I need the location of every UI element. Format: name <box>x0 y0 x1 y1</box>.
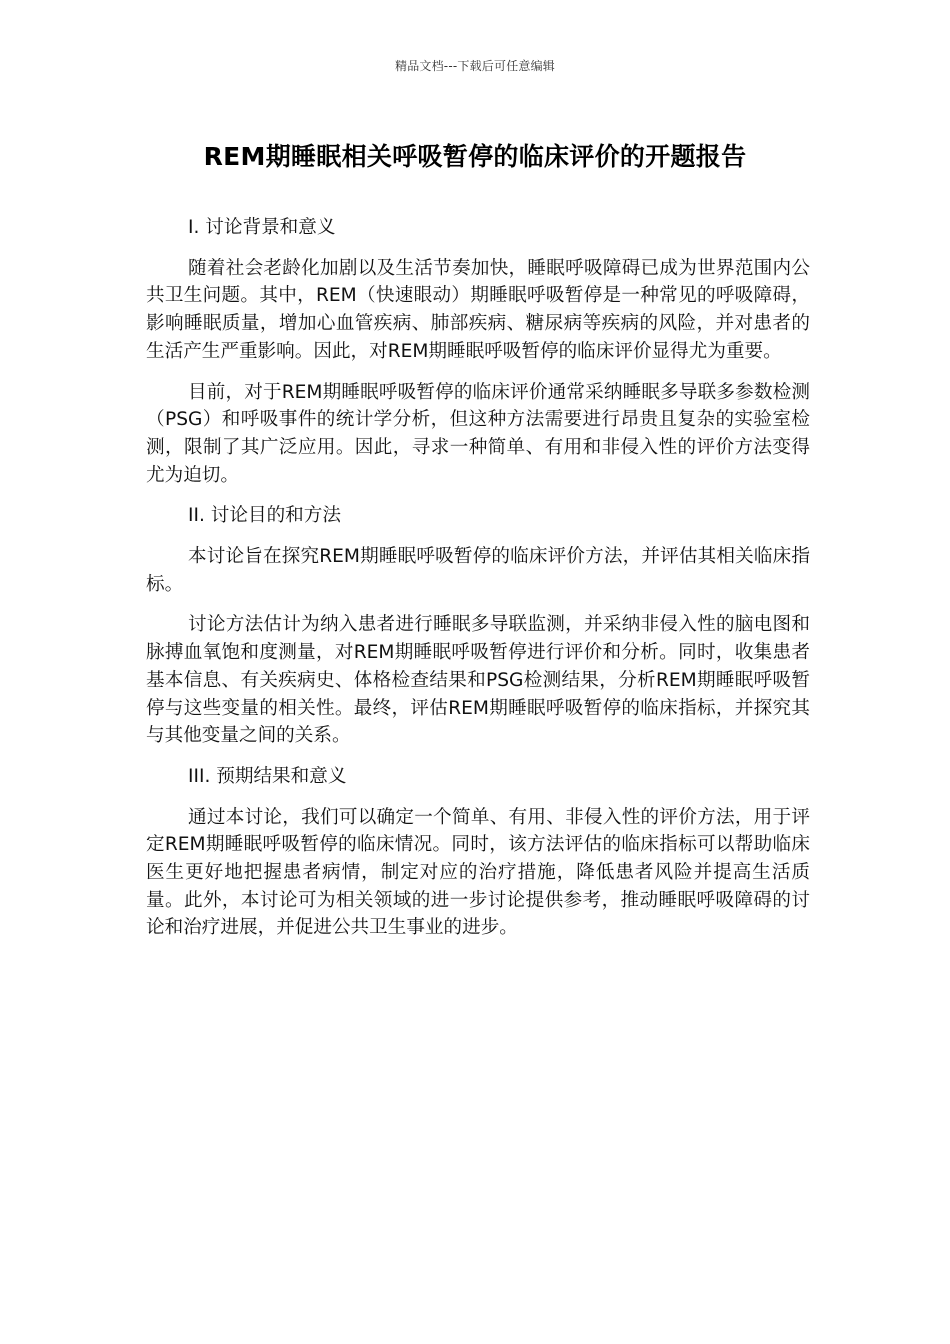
document-body <box>146 214 810 955</box>
paragraph: 随着社会老龄化加剧以及生活节奏加快，睡眠呼吸障碍已成为世界范围内公共卫生问题。其中，REM（快速眼动）期睡眠呼吸暂停是一种常见的呼吸障碍，影响睡眠质量，增加心血管疾病、肺部疾病、糖尿病等疾病的风险，并对患者的生活产生严重影响。因此，对REM期睡眠呼吸暂停的临床评价显得尤为重要。 <box>146 257 810 362</box>
section-heading: III. 预期结果和意义 <box>188 765 347 787</box>
section-heading: I. 讨论背景和意义 <box>188 217 336 238</box>
section-heading: II. 讨论目的和方法 <box>188 505 341 527</box>
paragraph: 本讨论旨在探究REM期睡眠呼吸暂停的临床评价方法，并评估其相关临床指标。 <box>146 546 810 595</box>
paragraph: 讨论方法估计为纳入患者进行睡眠多导联监测，并采纳非侵入性的脑电图和脉搏血氧饱和度测量，对REM期睡眠呼吸暂停进行评价和分析。同时，收集患者基本信息、有关疾病史、体格检查结果和PSG检测结果，分析REM期睡眠呼吸暂停与这些变量的相关性。最终，评估REM期睡眠呼吸暂停的临床指标，并探究其与其他变量之间的关系。 <box>146 614 810 747</box>
page-header-watermark: 精品文档---下载后可任意编辑 <box>395 59 555 73</box>
section-expected-results <box>146 763 810 942</box>
paragraph: 通过本讨论，我们可以确定一个简单、有用、非侵入性的评价方法，用于评定REM期睡眠呼吸暂停的临床情况。同时，该方法评估的临床指标可以帮助临床医生更好地把握患者病情，制定对应的治疗措施，降低患者风险并提高生活质量。此外，本讨论可为相关领域的进一步讨论提供参考，推动睡眠呼吸障碍的讨论和治疗进展，并促进公共卫生事业的进步。 <box>146 806 810 939</box>
document-title: REM期睡眠相关呼吸暂停的临床评价的开题报告 <box>203 142 747 171</box>
paragraph: 目前，对于REM期睡眠呼吸暂停的临床评价通常采纳睡眠多导联多参数检测（PSG）和呼吸事件的统计学分析，但这种方法需要进行昂贵且复杂的实验室检测，限制了其广泛应用。因此，寻求一种简单、有用和非侵入性的评价方法变得尤为迫切。 <box>146 381 810 486</box>
section-background <box>146 214 810 489</box>
section-objectives-methods <box>146 502 810 750</box>
